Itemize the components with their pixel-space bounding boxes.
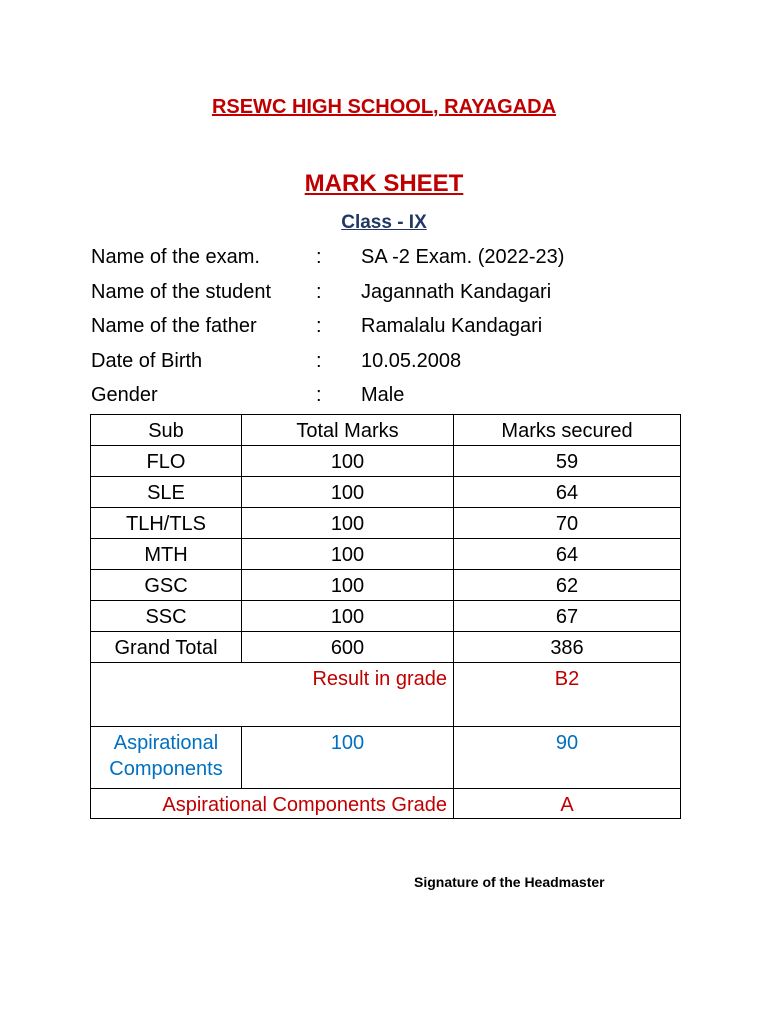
info-colon: : xyxy=(316,280,322,303)
result-row xyxy=(91,663,681,727)
grand-total-marks: 600 xyxy=(242,632,454,663)
aspirational-grade-value: A xyxy=(454,789,681,819)
info-row-exam xyxy=(91,243,691,278)
info-label: Name of the father xyxy=(91,315,257,337)
marks-table xyxy=(90,414,681,819)
grand-total-label: Grand Total xyxy=(91,632,242,663)
total-marks-cell: 100 xyxy=(242,446,454,477)
grand-total-secured: 386 xyxy=(454,632,681,663)
info-row-student xyxy=(91,278,691,313)
info-row-dob xyxy=(91,347,691,382)
total-marks-cell: 100 xyxy=(242,508,454,539)
grand-total-row xyxy=(91,632,681,663)
marks-secured-cell: 64 xyxy=(454,477,681,508)
result-label: Result in grade xyxy=(91,663,454,727)
info-row-father xyxy=(91,312,691,347)
info-colon: : xyxy=(316,246,322,268)
info-row-gender xyxy=(91,381,691,416)
school-name: RSEWC HIGH SCHOOL, RAYAGADA xyxy=(211,96,557,118)
class-label: Class - IX xyxy=(341,212,427,233)
total-marks-cell: 100 xyxy=(242,570,454,601)
info-label: Date of Birth xyxy=(91,349,203,372)
table-row xyxy=(91,539,681,570)
marks-secured-cell: 59 xyxy=(454,446,681,477)
subject-cell: FLO xyxy=(91,446,242,477)
info-value: Jagannath Kandagari xyxy=(361,280,552,303)
aspirational-grade-row xyxy=(91,789,681,819)
marks-secured-cell: 67 xyxy=(454,601,681,632)
total-marks-cell: 100 xyxy=(242,477,454,508)
info-label: Gender xyxy=(91,384,158,406)
total-marks-cell: 100 xyxy=(242,601,454,632)
info-label: Name of the exam. xyxy=(91,246,260,268)
info-colon: : xyxy=(316,384,322,406)
subject-cell: SLE xyxy=(91,477,242,508)
subject-cell: GSC xyxy=(91,570,242,601)
aspirational-total: 100 xyxy=(242,727,454,789)
table-row xyxy=(91,601,681,632)
aspirational-label: Aspirational Components xyxy=(91,727,242,789)
column-header: Total Marks xyxy=(242,415,454,446)
table-row xyxy=(91,508,681,539)
info-value: Ramalalu Kandagari xyxy=(361,315,543,337)
table-row xyxy=(91,570,681,601)
aspirational-secured: 90 xyxy=(454,727,681,789)
info-colon: : xyxy=(316,349,322,372)
marks-secured-cell: 62 xyxy=(454,570,681,601)
column-header: Marks secured xyxy=(454,415,681,446)
subject-cell: TLH/TLS xyxy=(91,508,242,539)
info-value: Male xyxy=(361,384,405,406)
info-value: SA -2 Exam. (2022-23) xyxy=(361,246,565,268)
marks-secured-cell: 70 xyxy=(454,508,681,539)
table-header-row xyxy=(91,415,681,446)
info-value: 10.05.2008 xyxy=(361,349,462,372)
headmaster-signature-label: Signature of the Headmaster xyxy=(414,874,605,890)
aspirational-grade-label: Aspirational Components Grade xyxy=(91,789,454,819)
student-info xyxy=(91,243,691,416)
info-colon: : xyxy=(316,315,322,337)
page-title: MARK SHEET xyxy=(304,170,464,197)
subject-cell: MTH xyxy=(91,539,242,570)
aspirational-row xyxy=(91,727,681,789)
result-grade: B2 xyxy=(454,663,681,727)
marks-secured-cell: 64 xyxy=(454,539,681,570)
total-marks-cell: 100 xyxy=(242,539,454,570)
subject-cell: SSC xyxy=(91,601,242,632)
table-row xyxy=(91,477,681,508)
column-header: Sub xyxy=(91,415,242,446)
info-label: Name of the student xyxy=(91,280,272,303)
table-row xyxy=(91,446,681,477)
